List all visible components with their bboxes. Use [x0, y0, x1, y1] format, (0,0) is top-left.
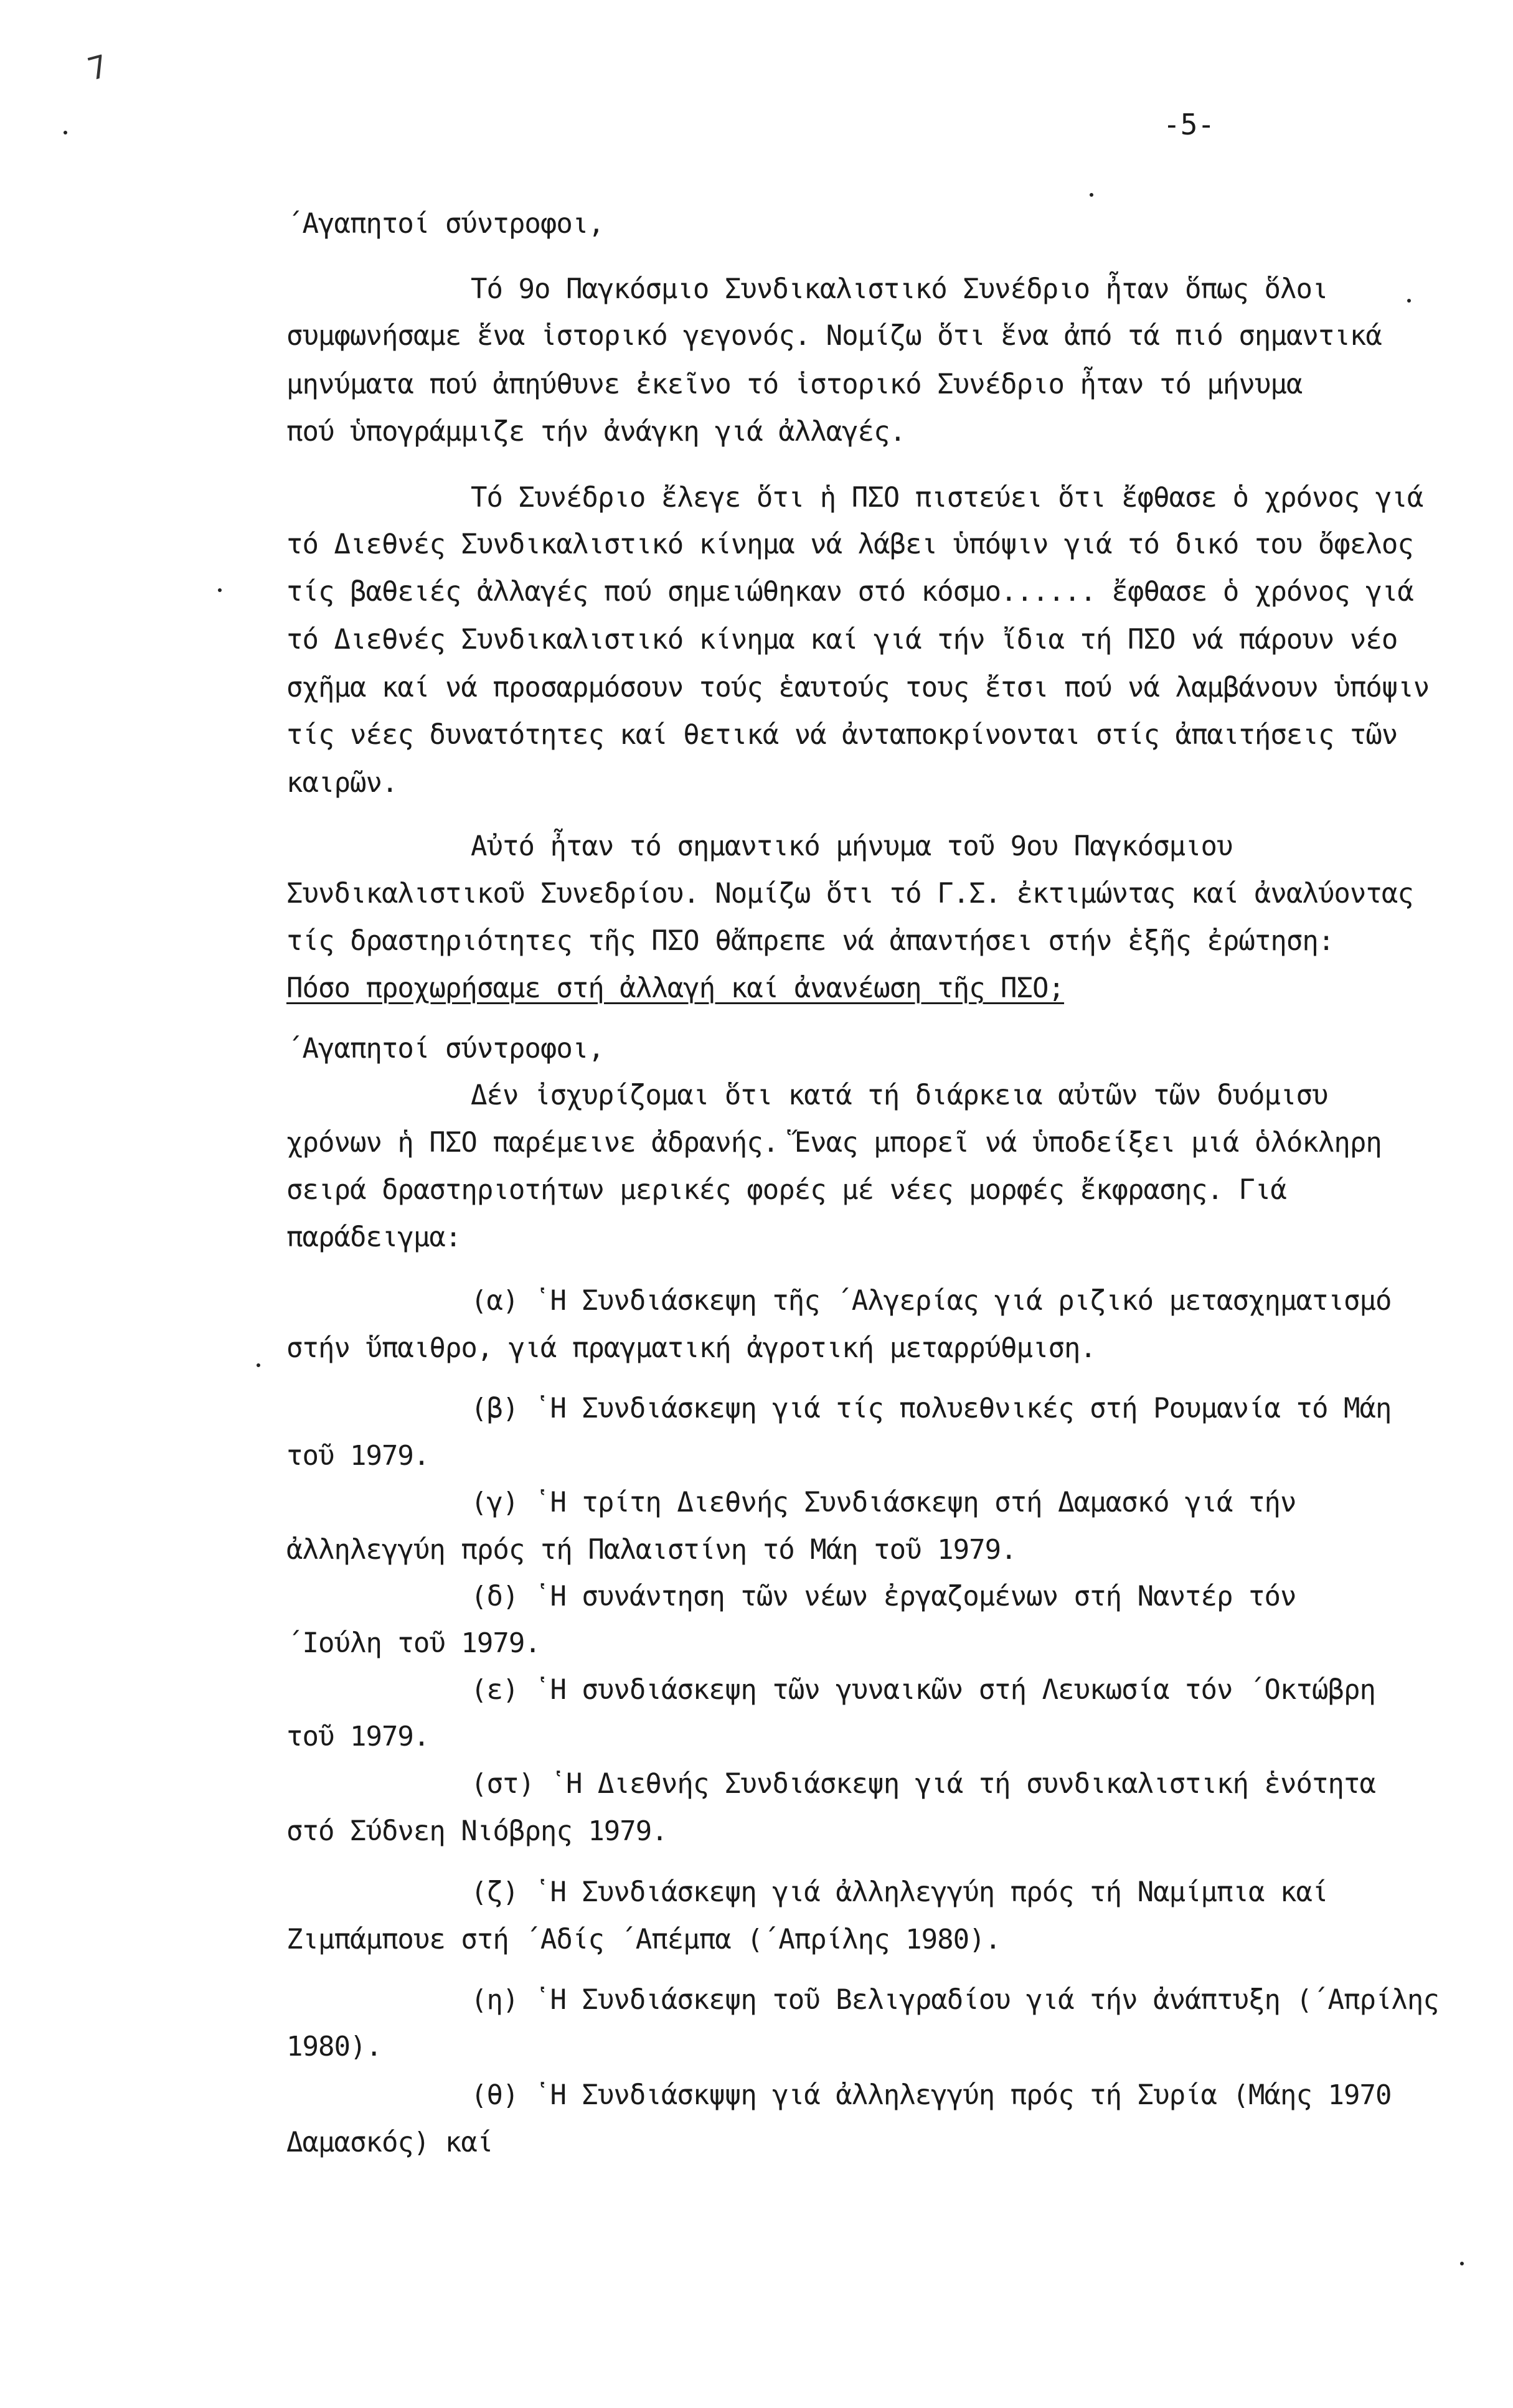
text-line: συμφωνήσαμε ἕνα ἱστορικό γεγονός. Νομίζω ὅτι ἕνα ἀπό τά πιό σημαντικά: [286, 320, 1382, 352]
scan-speck: [1460, 2262, 1464, 2265]
list-item: στό Σύδνεη Νιόβρης 1979.: [286, 1815, 667, 1847]
scan-speck: [257, 1363, 260, 1367]
greeting: ΄Αγαπητοί σύντροφοι,: [286, 208, 604, 240]
list-item: (α) ῾Η Συνδιάσκεψη τῆς ΄Αλγερίας γιά ριζικό μετασχηματισμό: [471, 1285, 1392, 1317]
text-line: Συνδικαλιστικοῦ Συνεδρίου. Νομίζω ὅτι τό Γ.Σ. ἐκτιμώντας καί ἀναλύοντας: [286, 878, 1413, 910]
list-item: (ζ) ῾Η Συνδιάσκεψη γιά ἀλληλεγγύη πρός τή Ναμίμπια καί: [471, 1876, 1328, 1908]
question-heading: Πόσο προχωρήσαμε στή ἀλλαγή καί ἀνανέωση τῆς ΠΣΟ;: [286, 972, 1065, 1004]
list-item: τοῦ 1979.: [286, 1721, 430, 1752]
page-number: -5-: [1163, 108, 1215, 141]
list-item: 1980).: [286, 2031, 382, 2062]
text-line: παράδειγμα:: [286, 1221, 461, 1253]
list-item: (θ) ῾Η Συνδιάσκψψη γιά ἀλληλεγγύη πρός τή Συρία (Μάης 1970: [471, 2079, 1392, 2111]
list-item: (στ) ῾Η Διεθνής Συνδιάσκεψη γιά τή συνδικαλιστική ἑνότητα: [471, 1768, 1375, 1800]
text-line: πού ὑπογράμμιζε τήν ἀνάγκη γιά ἀλλαγές.: [286, 416, 906, 448]
list-item: (δ) ῾Η συνάντηση τῶν νέων ἐργαζομένων στή Ναντέρ τόν: [471, 1581, 1296, 1612]
text-line: Δέν ἰσχυρίζομαι ὅτι κατά τή διάρκεια αὐτῶν τῶν δυόμισυ: [471, 1079, 1328, 1111]
text-line: Τό Συνέδριο ἔλεγε ὅτι ἡ ΠΣΟ πιστεύει ὅτι ἔφθασε ὁ χρόνος γιά: [471, 482, 1423, 514]
text-line: σειρά δραστηριοτήτων μερικές φορές μέ νέες μορφές ἔκφρασης. Γιά: [286, 1174, 1286, 1206]
text-line: Τό 9ο Παγκόσμιο Συνδικαλιστικό Συνέδριο ἦταν ὅπως ὅλοι: [471, 273, 1328, 305]
text-line: τό Διεθνές Συνδικαλιστικό κίνημα καί γιά τήν ἴδια τή ΠΣΟ νά πάρουν νέο: [286, 624, 1398, 656]
text-line: Αὐτό ἦταν τό σημαντικό μήνυμα τοῦ 9ου Παγκόσμιου: [471, 830, 1233, 862]
list-item: ΄Ιούλη τοῦ 1979.: [286, 1627, 540, 1659]
text-line: τίς νέες δυνατότητες καί θετικά νά ἀνταποκρίνονται στίς ἀπαιτήσεις τῶν: [286, 719, 1398, 751]
text-line: μηνύματα πού ἀπηύθυνε ἐκεῖνο τό ἱστορικό Συνέδριο ἦταν τό μήνυμα: [286, 369, 1303, 400]
text-line: σχῆμα καί νά προσαρμόσουν τούς ἑαυτούς τους ἔτσι πού νά λαμβάνουν ὑπόψιν: [286, 672, 1430, 703]
text-line: τό Διεθνές Συνδικαλιστικό κίνημα νά λάβει ὑπόψιν γιά τό δικό του ὄφελος: [286, 529, 1413, 560]
list-item: ἀλληλεγγύη πρός τή Παλαιστίνη τό Μάη τοῦ 1979.: [286, 1534, 1017, 1566]
text-line: τίς βαθειές ἀλλαγές πού σημειώθηκαν στό κόσμο...... ἔφθασε ὁ χρόνος γιά: [286, 576, 1413, 608]
list-item: (γ) ῾Η τρίτη Διεθνής Συνδιάσκεψη στή Δαμασκό γιά τήν: [471, 1487, 1296, 1518]
scan-speck: [64, 131, 67, 134]
text-line: χρόνων ἡ ΠΣΟ παρέμεινε ἀδρανής. Ἕνας μπορεῖ νά ὑποδείξει μιά ὁλόκληρη: [286, 1127, 1382, 1159]
scan-mark: 7: [84, 48, 112, 88]
scan-speck: [1090, 193, 1093, 197]
scan-speck: [1407, 299, 1411, 303]
list-item: (β) ῾Η Συνδιάσκεψη γιά τίς πολυεθνικές στή Ρουμανία τό Μάη: [471, 1393, 1392, 1424]
list-item: Δαμασκός) καί: [286, 2127, 493, 2158]
text-line: τίς δραστηριότητες τῆς ΠΣΟ θἄπρεπε νά ἀπαντήσει στήν ἑξῆς ἐρώτηση:: [286, 925, 1334, 957]
list-item: Ζιμπάμπουε στή ΄Αδίς ΄Απέμπα (΄Απρίλης 1980).: [286, 1924, 1001, 1955]
list-item: (η) ῾Η Συνδιάσκεψη τοῦ Βελιγραδίου γιά τήν ἀνάπτυξη (΄Απρίλης: [471, 1984, 1439, 2016]
list-item: (ε) ῾Η συνδιάσκεψη τῶν γυναικῶν στή Λευκωσία τόν ΄Οκτώβρη: [471, 1674, 1375, 1706]
list-item: στήν ὕπαιθρο, γιά πραγματική ἀγροτική μεταρρύθμιση.: [286, 1332, 1096, 1364]
list-item: τοῦ 1979.: [286, 1440, 430, 1472]
greeting: ΄Αγαπητοί σύντροφοι,: [286, 1033, 604, 1065]
scan-speck: [218, 588, 222, 592]
text-line: καιρῶν.: [286, 767, 398, 799]
